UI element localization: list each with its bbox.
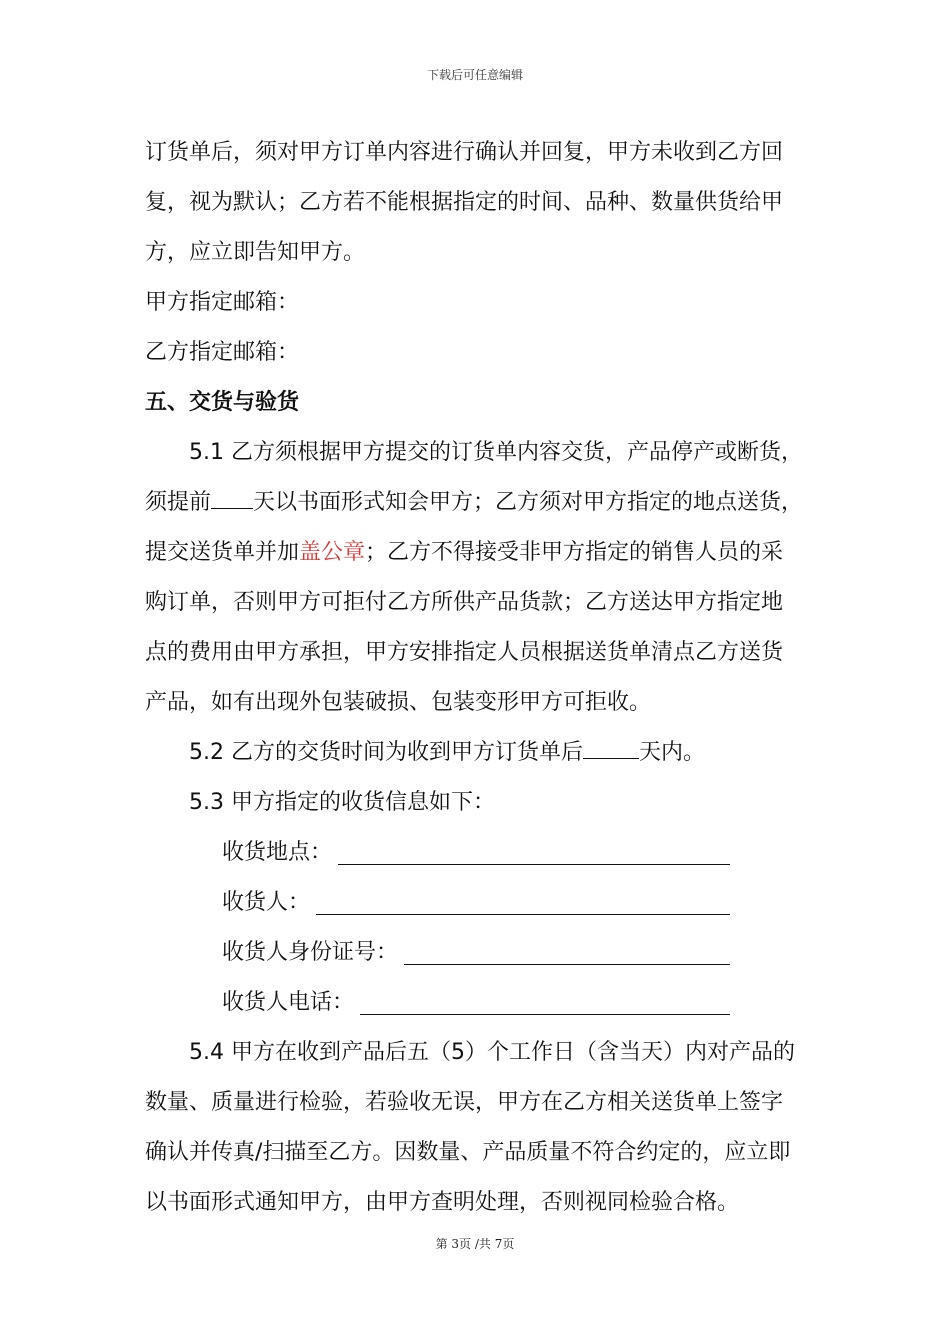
receiver-field [145, 878, 810, 928]
field-label: 收货人身份证号： [222, 940, 399, 965]
clause-text: 提交送货单并加 [145, 540, 300, 565]
clause-text: 天以书面形式知会甲方；乙方须对甲方指定的地点送货， [253, 490, 804, 515]
days-blank [583, 728, 639, 759]
receiver-id-field [145, 928, 810, 978]
clause-text: ；乙方不得接受非甲方指定的销售人员的采 [365, 540, 784, 565]
official-seal-highlight: 盖公章 [299, 540, 366, 565]
fill-in-line [404, 942, 730, 965]
field-label: 收货人： [222, 890, 311, 915]
clause-text: 天内。 [638, 740, 705, 765]
clause-5-1-line: 产品，如有出现外包装破损、包装变形甲方可拒收。 [145, 690, 652, 715]
clause-5-1-line [145, 528, 810, 578]
field-label: 收货人电话： [222, 990, 355, 1015]
clause-text: 须提前 [145, 490, 212, 515]
fill-in-line [360, 992, 730, 1015]
party-b-email-label: 乙方指定邮箱： [145, 340, 300, 365]
paragraph-line: 方，应立即告知甲方。 [145, 240, 366, 265]
clause-5-1-line: 5.1 乙方须根据甲方提交的订货单内容交货，产品停产或断货， [189, 440, 803, 465]
header-note: 下载后可任意编辑 [426, 68, 523, 82]
clause-5-4-line: 确认并传真/扫描至乙方。因数量、产品质量不符合约定的，应立即 [145, 1140, 791, 1165]
clause-5-1-line: 点的费用由甲方承担，甲方安排指定人员根据送货单清点乙方送货 [145, 640, 784, 665]
page-number: 第 3页 /共 7页 [435, 1237, 515, 1251]
party-a-email-label: 甲方指定邮箱： [145, 290, 300, 315]
clause-5-3-title: 5.3 甲方指定的收货信息如下： [189, 790, 495, 815]
fill-in-line [338, 842, 730, 865]
receiver-phone-field [145, 978, 810, 1028]
clause-5-1-line: 购订单，否则甲方可拒付乙方所供产品货款；乙方送达甲方指定地 [145, 590, 784, 615]
clause-5-2 [145, 728, 810, 778]
fill-in-line [316, 892, 730, 915]
clause-5-4-line: 以书面形式通知甲方，由甲方查明处理，否则视同检验合格。 [145, 1190, 740, 1215]
section-heading: 五、交货与验货 [145, 390, 300, 415]
clause-5-1-line [145, 478, 810, 528]
clause-5-4-line: 数量、质量进行检验，若验收无误，甲方在乙方相关送货单上签字 [145, 1090, 784, 1115]
paragraph-line: 复，视为默认；乙方若不能根据指定的时间、品种、数量供货给甲 [145, 190, 784, 215]
clause-5-4-line: 5.4 甲方在收到产品后五（5）个工作日（含当天）内对产品的 [189, 1040, 795, 1065]
days-blank [211, 478, 253, 509]
paragraph-line: 订货单后，须对甲方订单内容进行确认并回复，甲方未收到乙方回 [145, 140, 784, 165]
delivery-address-field [145, 828, 810, 878]
clause-text: 5.2 乙方的交货时间为收到甲方订货单后 [189, 740, 583, 765]
field-label: 收货地点： [222, 840, 333, 865]
document-body [145, 128, 810, 1228]
